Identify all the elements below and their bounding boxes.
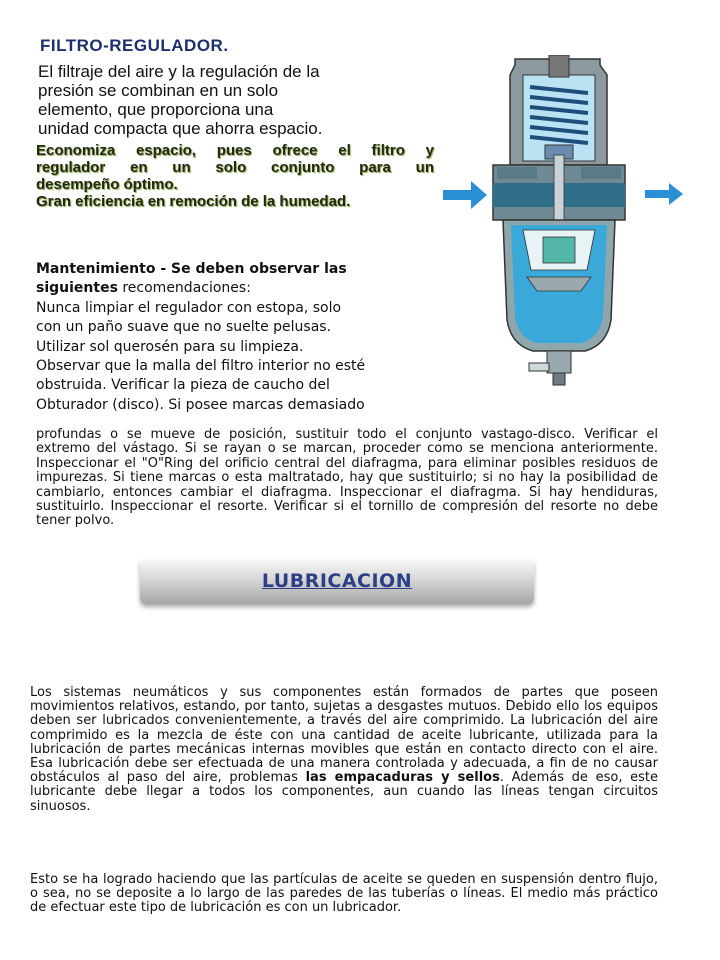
- maintenance-continuation: profundas o se mueve de posición, sustituir todo el conjunto vastago-disco. Verificar el extremo del vástago. Si se rayan o se marcan, proceder como se menciona anteriormente. Inspeccionar el "O"Ring del orificio central del diafragma, para eliminar posibles residuos de impurezas. Si tiene marcas o esta maltratado, hay que sustituirlo; si no hay la posibilidad de cambiarlo, entonces cambiar el diafragma. Inspeccionar el diafragma. Si hay hendiduras, sustituirlo. Inspeccionar el resorte. Verificar si el tornillo de compresión del resorte no debe tener polvo.: [36, 427, 658, 529]
- maintenance-heading: Mantenimiento - Se deben observar las: [36, 261, 347, 277]
- maintenance-line: Nunca limpiar el regulador con estopa, solo: [36, 299, 342, 316]
- lubrication-paragraph-2: Esto se ha logrado haciendo que las partículas de aceite se queden en suspensión dentro flujo, o sea, no se deposite a lo largo de las paredes de las tuberías o líneas. El medio más práctico de efectuar este tipo de lubricación es con un lubricador.: [30, 872, 658, 916]
- intro-text: [38, 62, 438, 138]
- lubricacion-button-wrap: [140, 558, 534, 604]
- maintenance-line: con un paño suave que no suelte pelusas.: [36, 319, 332, 336]
- filter-regulator-illustration: [435, 55, 695, 395]
- highlight-line: desempeño óptimo.: [36, 176, 178, 193]
- lubrication-p1-bold: las empacaduras y sellos: [305, 770, 500, 786]
- maintenance-line: Observar que la malla del filtro interior no esté: [36, 358, 366, 375]
- intro-line: presión se combinan en un solo: [38, 81, 279, 100]
- outlet-arrow-icon: [645, 183, 683, 205]
- highlights: [36, 142, 434, 210]
- maintenance-line: Obturador (disco). Si posee marcas demasiado: [36, 396, 365, 413]
- highlight-line: regulador en un solo conjunto para un: [36, 159, 434, 176]
- lubrication-p1-end: . Además de eso, este lubricante debe llegar a todos los componentes, aun cuando las líneas tengan circuitos sinuosos.: [30, 770, 659, 814]
- maintenance-heading-rest: recomendaciones:: [117, 280, 251, 297]
- lubrication-paragraph-1: [30, 686, 658, 814]
- highlight-line: Gran eficiencia en remoción de la humedad.: [36, 193, 351, 210]
- inlet-arrow-icon: [443, 181, 487, 209]
- maintenance-line: Utilizar sol querosén para su limpieza.: [36, 338, 304, 355]
- highlight-line: Economiza espacio, pues ofrece el filtro y: [36, 142, 434, 159]
- page-title: FILTRO-REGULADOR.: [40, 36, 229, 55]
- maintenance-heading-cont: [36, 279, 456, 298]
- intro-line: El filtraje del aire y la regulación de la: [38, 62, 320, 81]
- lubricacion-button[interactable]: [140, 558, 534, 604]
- intro-line: unidad compacta que ahorra espacio.: [38, 119, 323, 138]
- maintenance-line: obstruida. Verificar la pieza de caucho del: [36, 377, 330, 394]
- maintenance-heading-bold: siguientes: [36, 280, 118, 297]
- lubrication-p1-start: Los sistemas neumáticos y sus componentes están formados de partes que poseen movimientos relativos, estando, por tanto, sujetas a desgastes mutuos. Debido ello los equipos deben ser lubricados convenientemente, a través del aire comprimido. La lubricación del aire comprimido es la mezcla de éste con una cantidad de aceite lubricante, utilizada para la lubricación de partes mecánicas internas movibles que están en contacto directo con el aire. Esa lubricación debe ser efectuada de una manera controlada y adecuada, a fin de no causar obstáculos al paso del aire, problemas: [30, 685, 658, 786]
- lubricacion-label: LUBRICACION: [261, 570, 413, 592]
- maintenance-section: [36, 260, 456, 415]
- intro-line: elemento, que proporciona una: [38, 100, 274, 119]
